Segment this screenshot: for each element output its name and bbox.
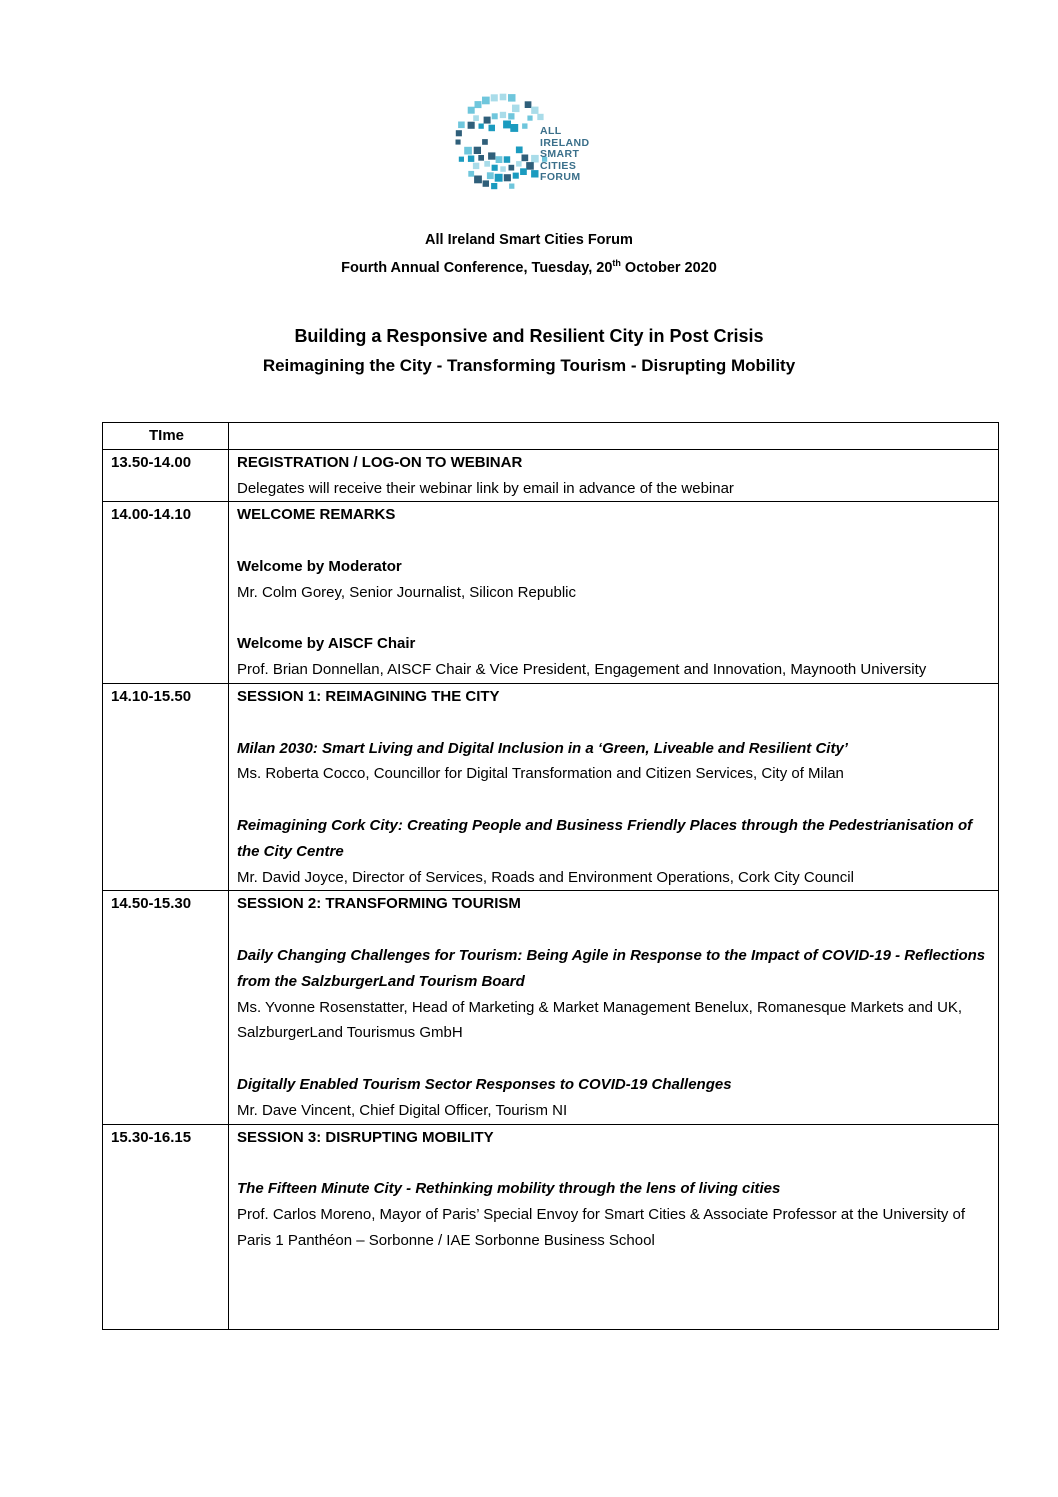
item-title: Digitally Enabled Tourism Sector Responses to COVID-19 Challenges (237, 1075, 732, 1093)
logo-square (496, 156, 503, 163)
conference-suffix: October 2020 (620, 259, 717, 276)
logo-square (459, 157, 464, 162)
logo-square (522, 123, 527, 128)
table-row (103, 683, 999, 890)
page-subtitle: Reimagining the City - Transforming Tourism - Disrupting Mobility (262, 356, 796, 375)
logo-square (492, 113, 498, 119)
item-title: Welcome by Moderator (237, 557, 402, 575)
logo-line: CITIES (540, 159, 577, 172)
row-heading: SESSION 1: REIMAGINING THE CITY (237, 687, 500, 705)
item-speaker: Mr. Colm Gorey, Senior Journalist, Silicon Republic (237, 583, 577, 601)
logo-square (516, 147, 523, 154)
table-row (103, 1124, 999, 1329)
logo-square (495, 174, 503, 182)
logo-square (484, 117, 491, 124)
item-title: The Fifteen Minute City - Rethinking mobility through the lens of living cities (237, 1180, 781, 1198)
logo-square (473, 163, 479, 169)
logo-square (491, 183, 497, 189)
row-note: Delegates will receive their webinar link by email in advance of the webinar (237, 479, 734, 497)
row-heading: WELCOME REMARKS (237, 506, 396, 524)
logo-square (484, 161, 490, 167)
logo-square (531, 170, 538, 177)
item-title: Milan 2030: Smart Living and Digital Inclusion in a ‘Green, Liveable and Resilient City’ (237, 739, 848, 757)
time-column-header: TIme (103, 423, 229, 450)
logo-square (526, 162, 534, 170)
logo-square (483, 180, 489, 186)
logo-square (473, 115, 479, 121)
conference-prefix: Fourth Annual Conference, Tuesday, 20 (341, 259, 613, 276)
item-speaker: Mr. David Joyce, Director of Services, Roads and Environment Operations, Cork City Council (237, 868, 854, 886)
table-header-row (103, 423, 999, 450)
logo-square (464, 147, 472, 155)
logo-square (474, 176, 482, 184)
logo-square (503, 121, 511, 129)
row-heading: SESSION 3: DISRUPTING MOBILITY (237, 1128, 494, 1146)
logo-square (531, 107, 538, 114)
logo-square (525, 101, 532, 108)
logo-square (492, 165, 498, 171)
forum-logo-icon (455, 84, 615, 202)
logo-line: SMART (540, 148, 580, 160)
row-heading: REGISTRATION / LOG-ON TO WEBINAR (237, 453, 523, 471)
item-title: Reimagining Cork City: Creating People and Business Friendly Places through the Pedestrianisation of the City Centre (237, 816, 973, 860)
logo-square (474, 147, 481, 154)
logo-square (456, 130, 462, 136)
logo-square (479, 124, 484, 129)
row-content (229, 1124, 999, 1329)
item-speaker: Ms. Roberta Cocco, Councillor for Digital Transformation and Citizen Services, City of Milan (237, 765, 844, 783)
row-time: 13.50-14.00 (103, 449, 229, 502)
logo-square (508, 94, 516, 102)
item-title: Welcome by AISCF Chair (237, 635, 416, 653)
row-content (229, 891, 999, 1124)
row-time: 15.30-16.15 (103, 1124, 229, 1329)
logo-square (522, 155, 529, 162)
logo-wordmark (540, 126, 589, 184)
logo-square (508, 113, 514, 119)
logo-square (491, 94, 498, 101)
logo-line: ALL (540, 125, 562, 137)
conference-sup: th (612, 258, 621, 268)
logo-square (482, 139, 488, 145)
logo-square (468, 122, 475, 129)
logo-square (468, 171, 474, 177)
logo-square (478, 155, 484, 161)
org-name: All Ireland Smart Cities Forum (425, 232, 633, 248)
logo-square (510, 124, 518, 132)
logo-square (537, 114, 543, 120)
logo-line: FORUM (540, 171, 581, 183)
row-time: 14.10-15.50 (103, 683, 229, 890)
logo-square (531, 155, 539, 163)
logo-square (504, 156, 511, 163)
logo-square (489, 125, 496, 132)
row-time: 14.50-15.30 (103, 891, 229, 1124)
logo-square (468, 156, 474, 162)
logo-square (487, 172, 494, 179)
logo-square (500, 112, 506, 118)
logo-square (456, 140, 461, 145)
logo-square (520, 168, 527, 175)
logo-square (500, 166, 506, 172)
item-speaker: Prof. Carlos Moreno, Mayor of Paris’ Special Envoy for Smart Cities & Associate Professor at the University of Paris 1 Panthéon – Sorbonne / IAE Sorbonne Business School (237, 1205, 966, 1249)
logo-square (509, 165, 515, 171)
table-row (103, 891, 999, 1124)
logo-line: IRELAND (540, 136, 590, 149)
table-row (103, 449, 999, 502)
agenda-table (102, 422, 999, 1330)
logo-square (468, 107, 475, 114)
table-row (103, 502, 999, 684)
logo-square (509, 184, 514, 189)
row-heading: SESSION 2: TRANSFORMING TOURISM (237, 895, 521, 913)
logo-square (482, 97, 490, 105)
row-content (229, 683, 999, 890)
content-column-header (229, 423, 999, 450)
logo-square (488, 152, 495, 159)
item-title: Daily Changing Challenges for Tourism: Being Agile in Response to the Impact of COVID-19 - Reflections from the SalzburgerLand Tourism Board (237, 946, 986, 990)
conference-line (0, 258, 1058, 276)
logo-square (504, 174, 511, 181)
logo-square (458, 122, 465, 129)
logo-square (500, 94, 507, 101)
logo-square (512, 105, 520, 113)
page-title: Building a Responsive and Resilient City in Post Crisis (294, 326, 764, 346)
item-speaker: Ms. Yvonne Rosenstatter, Head of Marketing & Market Management Benelux, Romanesque Markets and UK, SalzburgerLand Tourismus GmbH (237, 998, 963, 1042)
logo-square (475, 101, 482, 108)
logo-square (527, 116, 532, 121)
logo-square (513, 173, 519, 179)
item-speaker: Prof. Brian Donnellan, AISCF Chair & Vice President, Engagement and Innovation, Maynooth University (237, 661, 927, 679)
row-content (229, 502, 999, 684)
row-content (229, 449, 999, 502)
item-speaker: Mr. Dave Vincent, Chief Digital Officer, Tourism NI (237, 1101, 568, 1119)
logo-square (516, 161, 522, 167)
row-time: 14.00-14.10 (103, 502, 229, 684)
